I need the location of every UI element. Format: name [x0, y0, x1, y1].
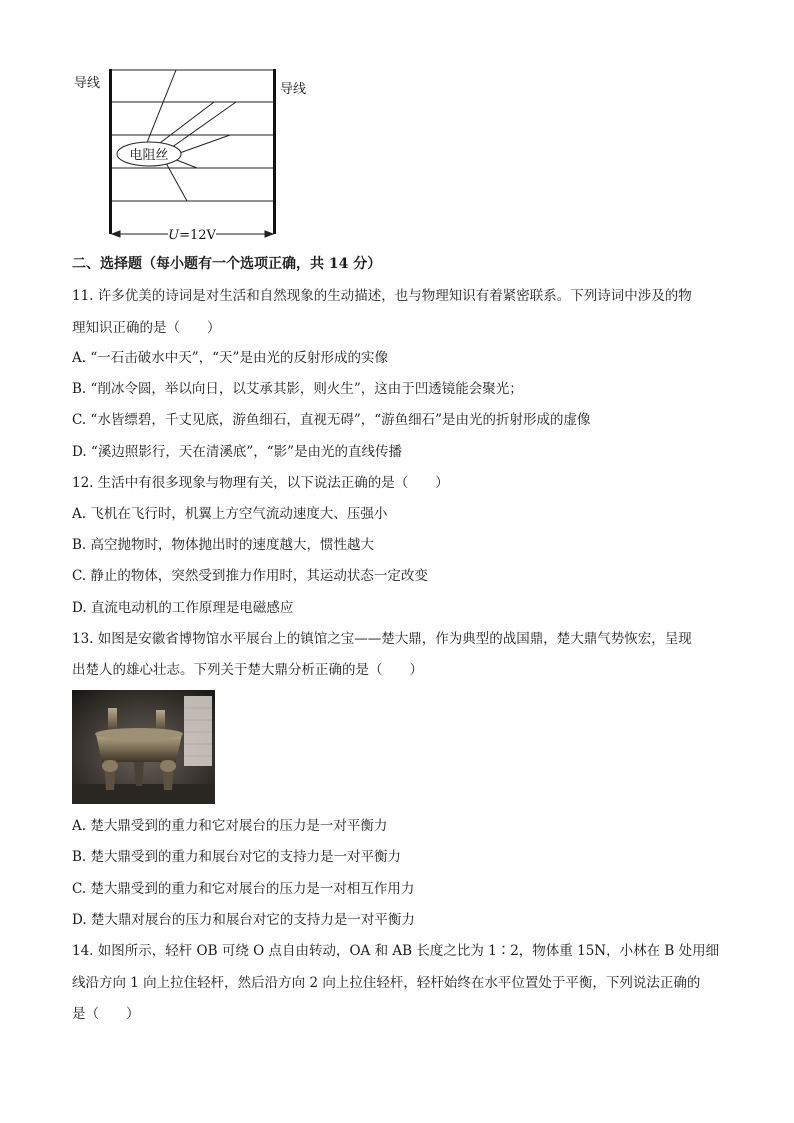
question-stem-line: 是（ ） — [72, 1006, 140, 1022]
option-b: B. 楚大鼎受到的重力和展台对它的支持力是一对平衡力 — [72, 849, 402, 865]
question-stem-line: 线沿方向 1 向上拉住轻杆，然后沿方向 2 向上拉住轻杆，轻杆始终在水平位置处于平衡，下列说法正确的 — [72, 975, 701, 991]
option-c: C. “水皆缥碧，千丈见底，游鱼细石，直视无碍”，“游鱼细石”是由光的折射形成的虚像 — [72, 412, 591, 428]
option-b: B. 高空抛物时，物体抛出时的速度越大，惯性越大 — [72, 537, 375, 553]
option-c: C. 静止的物体，突然受到推力作用时，其运动状态一定改变 — [72, 568, 428, 584]
option-a: A. 楚大鼎受到的重力和它对展台的压力是一对平衡力 — [72, 818, 388, 834]
question-stem-line: 12. 生活中有很多现象与物理有关，以下说法正确的是（ ） — [72, 475, 449, 491]
option-b: B. “削冰令圆，举以向日，以艾承其影，则火生”，这由于凹透镜能会聚光； — [72, 381, 523, 397]
option-a: A. 飞机在飞行时，机翼上方空气流动速度大、压强小 — [72, 506, 388, 522]
voltage-value: =12V — [179, 228, 216, 243]
section-title: 二、选择题（每小题有一个选项正确，共 14 分） — [72, 256, 382, 272]
question-stem-line: 出楚人的雄心壮志。下列关于楚大鼎分析正确的是（ ） — [72, 662, 423, 678]
right-wire-label: 导线 — [280, 82, 307, 97]
option-c: C. 楚大鼎受到的重力和它对展台的压力是一对相互作用力 — [72, 881, 415, 897]
right-wire — [273, 69, 276, 234]
question-stem-line: 11. 许多优美的诗词是对生活和自然现象的生动描述，也与物理知识有着紧密联系。下列诗词中涉及的物 — [72, 288, 692, 304]
resistor-label: 电阻丝 — [129, 148, 169, 163]
question-stem-line: 13. 如图是安徽省博物馆水平展台上的镇馆之宝——楚大鼎，作为典型的战国鼎，楚大鼎气势恢宏，呈现 — [72, 631, 692, 647]
left-wire-label: 导线 — [74, 76, 101, 91]
chu-ding-photo — [72, 690, 215, 804]
option-d: D. “溪边照影行，天在清溪底”，“影”是由光的直线传播 — [72, 444, 403, 460]
option-d: D. 楚大鼎对展台的压力和展台对它的支持力是一对平衡力 — [72, 912, 415, 928]
option-d: D. 直流电动机的工作原理是电磁感应 — [72, 600, 294, 616]
left-wire — [109, 69, 112, 234]
question-stem-line: 14. 如图所示，轻杆 OB 可绕 O 点自由转动，OA 和 AB 长度之比为 1∶2，物体重 15N，小林在 B 处用细 — [72, 943, 720, 959]
voltage-label — [168, 228, 216, 243]
resistor-wire-figure — [70, 62, 320, 247]
question-stem-line: 理知识正确的是（ ） — [72, 320, 221, 336]
option-a: A. “一石击破水中天”，“天”是由光的反射形成的实像 — [72, 350, 388, 366]
voltage-symbol: U — [168, 228, 180, 243]
